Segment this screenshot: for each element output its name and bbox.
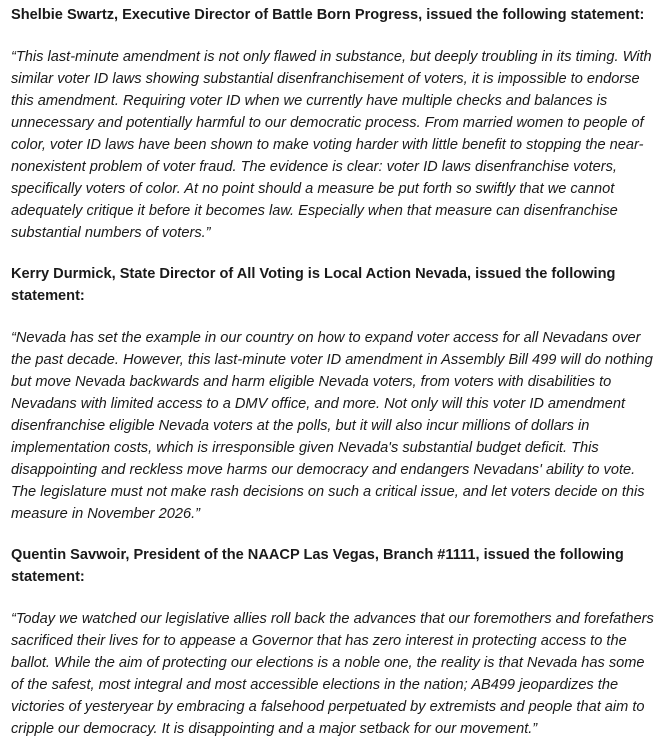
statement-block-durmick bbox=[11, 263, 655, 525]
statement-heading: Quentin Savwoir, President of the NAACP Las Vegas, Branch #1111, issued the following statement: bbox=[11, 547, 624, 585]
statement-heading: Kerry Durmick, State Director of All Voting is Local Action Nevada, issued the following statement: bbox=[11, 266, 616, 304]
statement-quote: “This last-minute amendment is not only flawed in substance, but deeply troubling in its timing. With similar voter ID laws showing substantial disenfranchisement of voters, it is impossible to endorse this amendment. Requiring voter ID when we currently have multiple checks and balances is unnecessary and potentially harmful to our democratic process. From married women to people of color, voter ID laws have been shown to make voting harder with little benefit to stopping the near-nonexistent problem of voter fraud. The evidence is clear: voter ID laws disenfranchise voters, specifically voters of color. At no point should a measure be put forth so swiftly that we cannot adequately critique it before it becomes law. Especially when that measure can disenfranchise substantial numbers of voters.” bbox=[11, 49, 652, 241]
statement-block-swartz bbox=[11, 4, 655, 244]
statement-quote: “Nevada has set the example in our country on how to expand voter access for all Nevadans over the past decade. However, this last-minute voter ID amendment in Assembly Bill 499 will do nothing but move Nevada backwards and harm eligible Nevada voters, from voters with disabilities to Nevadans with limited access to a DMV office, and more. Not only will this voter ID amendment disenfranchise eligible Nevada voters at the polls, but it will also incur millions of dollars in implementation costs, which is irresponsible given Nevada's substantial budget deficit. This disappointing and reckless move harms our democracy and endangers Nevadans' ability to vote. The legislature must not make rash decisions on such a critical issue, and let voters decide on this measure in November 2026.” bbox=[11, 330, 653, 522]
statement-heading: Shelbie Swartz, Executive Director of Battle Born Progress, issued the following statement: bbox=[11, 7, 645, 23]
statement-quote: “Today we watched our legislative allies roll back the advances that our foremothers and forefathers sacrificed their lives for to appease a Governor that has zero interest in protecting access to the ballot. While the aim of protecting our elections is a noble one, the reality is that Nevada has some of the safest, most integral and most accessible elections in the nation; AB499 jeopardizes the victories of yesteryear by embracing a falsehood perpetuated by extremists and people that aim to cripple our democracy. It is disappointing and a major setback for our movement.” bbox=[11, 611, 654, 737]
statement-block-savwoir bbox=[11, 544, 655, 740]
